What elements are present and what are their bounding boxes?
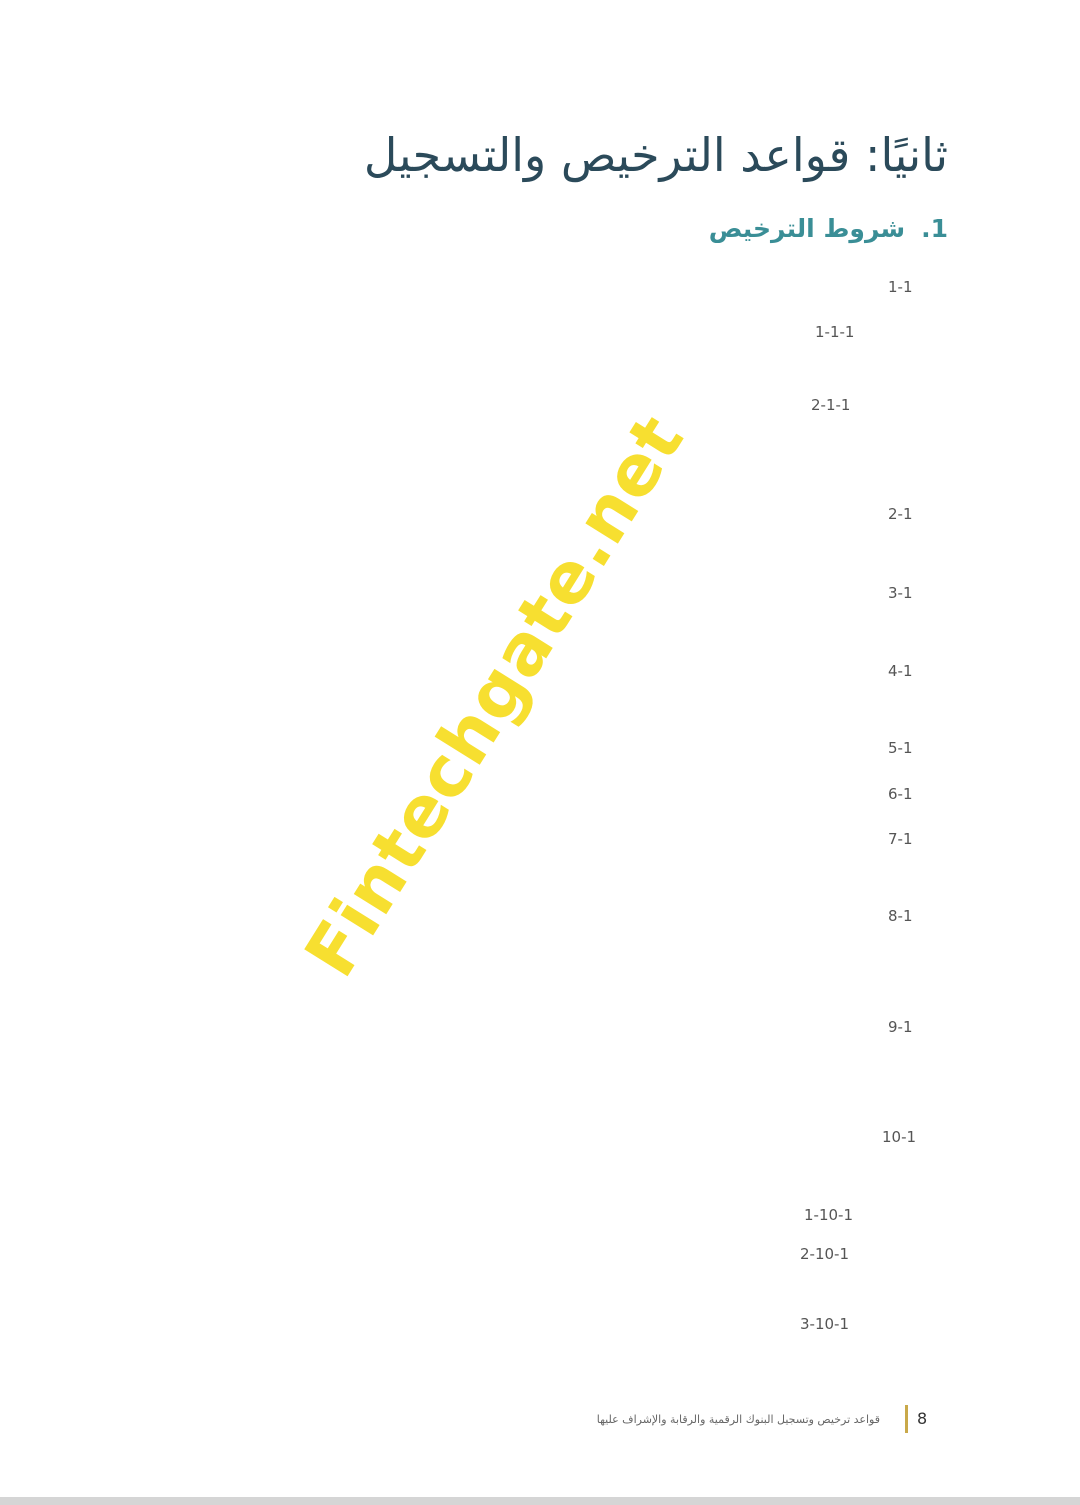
watermark: Fintechgate.net: [288, 400, 701, 991]
item-number: 2-1: [888, 505, 913, 523]
item-number: 5-1: [888, 739, 913, 757]
section-number: 1.: [921, 214, 948, 243]
item-number: 1-1: [888, 278, 913, 296]
item-number: 8-1: [888, 907, 913, 925]
page-title: ثانيًا: قواعد الترخيص والتسجيل: [363, 128, 948, 182]
footer-accent-bar: [905, 1405, 908, 1433]
item-number: 9-1: [888, 1018, 913, 1036]
item-number: 7-1: [888, 830, 913, 848]
section-heading: [709, 214, 948, 243]
item-number: 2-1-1: [811, 396, 851, 414]
item-number: 1-1-1: [815, 323, 855, 341]
section-title: شروط الترخيص: [708, 214, 906, 243]
item-number: 1-10-1: [804, 1206, 853, 1224]
item-number: 4-1: [888, 662, 913, 680]
item-number: 10-1: [882, 1128, 917, 1146]
page-bottom-edge: [0, 1497, 1080, 1505]
footer-text: قواعد ترخيص وتسجيل البنوك الرقمية والرقابة والإشراف عليها: [596, 1413, 880, 1426]
item-number: 3-1: [888, 584, 913, 602]
item-number: 2-10-1: [800, 1245, 849, 1263]
item-number: 6-1: [888, 785, 913, 803]
page-number: 8: [917, 1409, 928, 1428]
item-number: 3-10-1: [800, 1315, 849, 1333]
